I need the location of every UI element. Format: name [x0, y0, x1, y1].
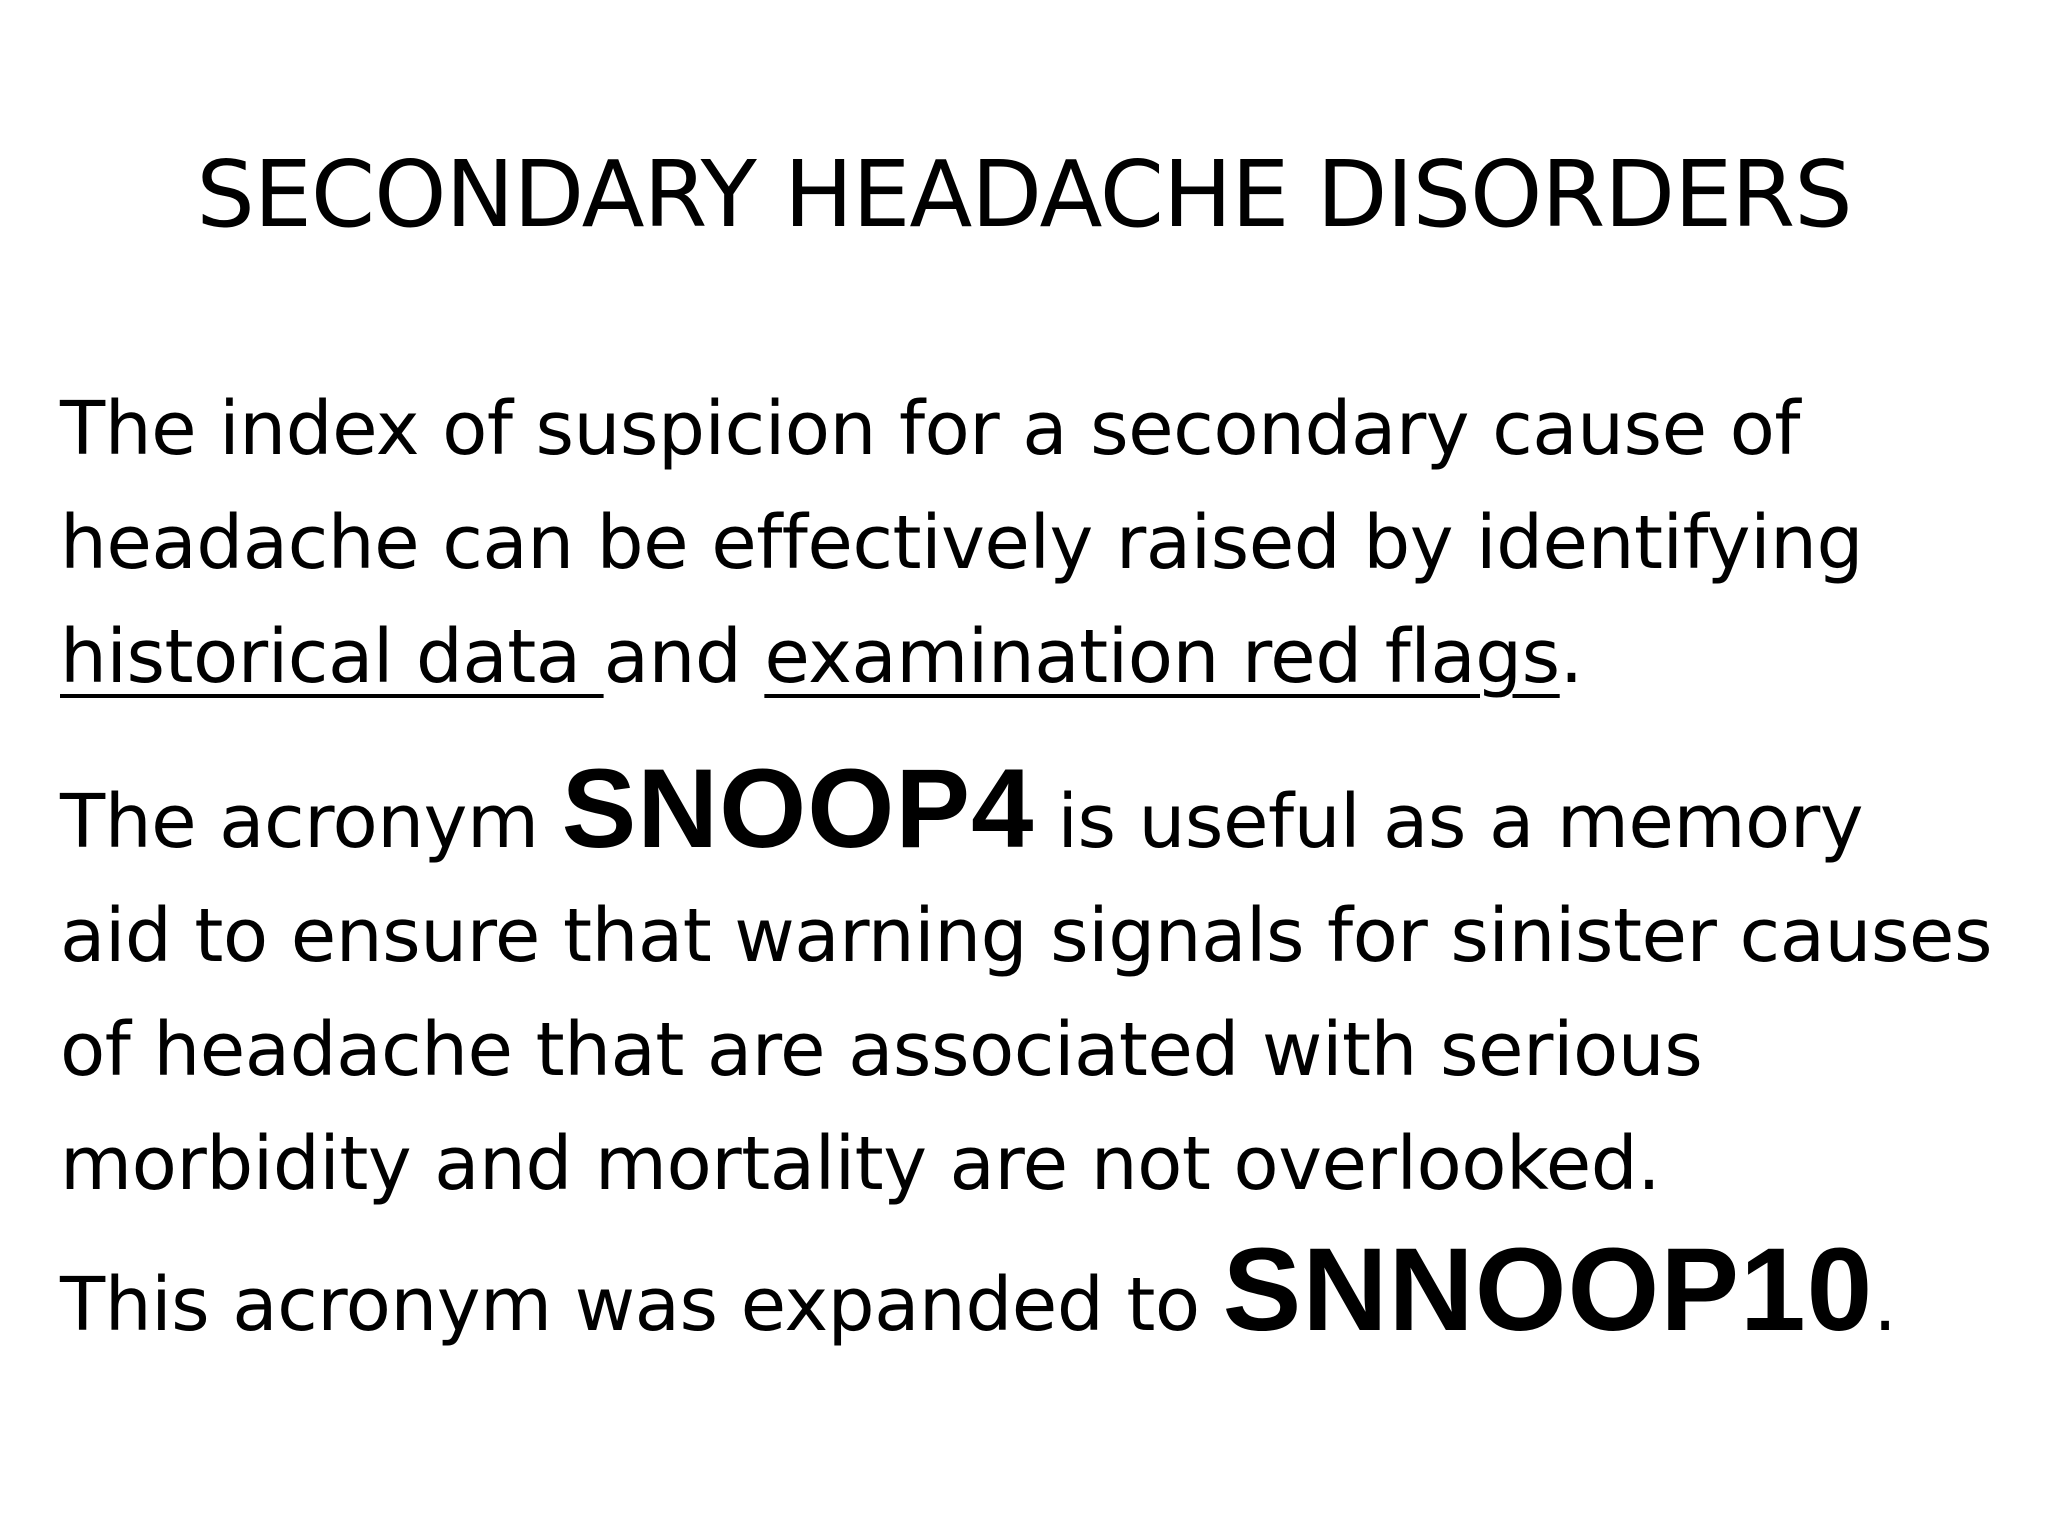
paragraph-line: The index of suspicion for a secondary cause of: [60, 386, 1800, 472]
acronym-snnoop10: SNNOOP10: [1222, 1224, 1874, 1356]
acronym-lead-text: This acronym was expanded to: [60, 1262, 1223, 1348]
acronym-snoop4: SNOOP4: [561, 746, 1035, 871]
underlined-term-examination-red-flags: examination red flags: [764, 614, 1560, 700]
paragraph-snoop4: [60, 746, 2020, 1221]
paragraph-line: aid to ensure that warning signals for sinister causes: [60, 893, 1993, 979]
sentence-end: .: [1873, 1262, 1897, 1348]
paragraph-index-of-suspicion: [60, 372, 2020, 714]
paragraph-line: morbidity and mortality are not overlooked.: [60, 1121, 1661, 1207]
sentence-end: .: [1559, 614, 1583, 700]
connector-text: and: [603, 614, 765, 700]
acronym-trail-text: is useful as a memory: [1034, 779, 1864, 865]
paragraph-line: [60, 746, 2020, 879]
paragraph-line: of headache that are associated with serious: [60, 1007, 1703, 1093]
paragraph-line: headache can be effectively raised by identifying: [60, 500, 1864, 586]
paragraph-line: [60, 600, 2020, 714]
underlined-term-historical-data: historical data: [60, 614, 604, 700]
paragraph-line: [60, 1224, 2020, 1362]
paragraph-snnoop10: [60, 1224, 2020, 1362]
acronym-lead-text: The acronym: [60, 779, 562, 865]
slide-title: SECONDARY HEADACHE DISORDERS: [196, 141, 1852, 248]
